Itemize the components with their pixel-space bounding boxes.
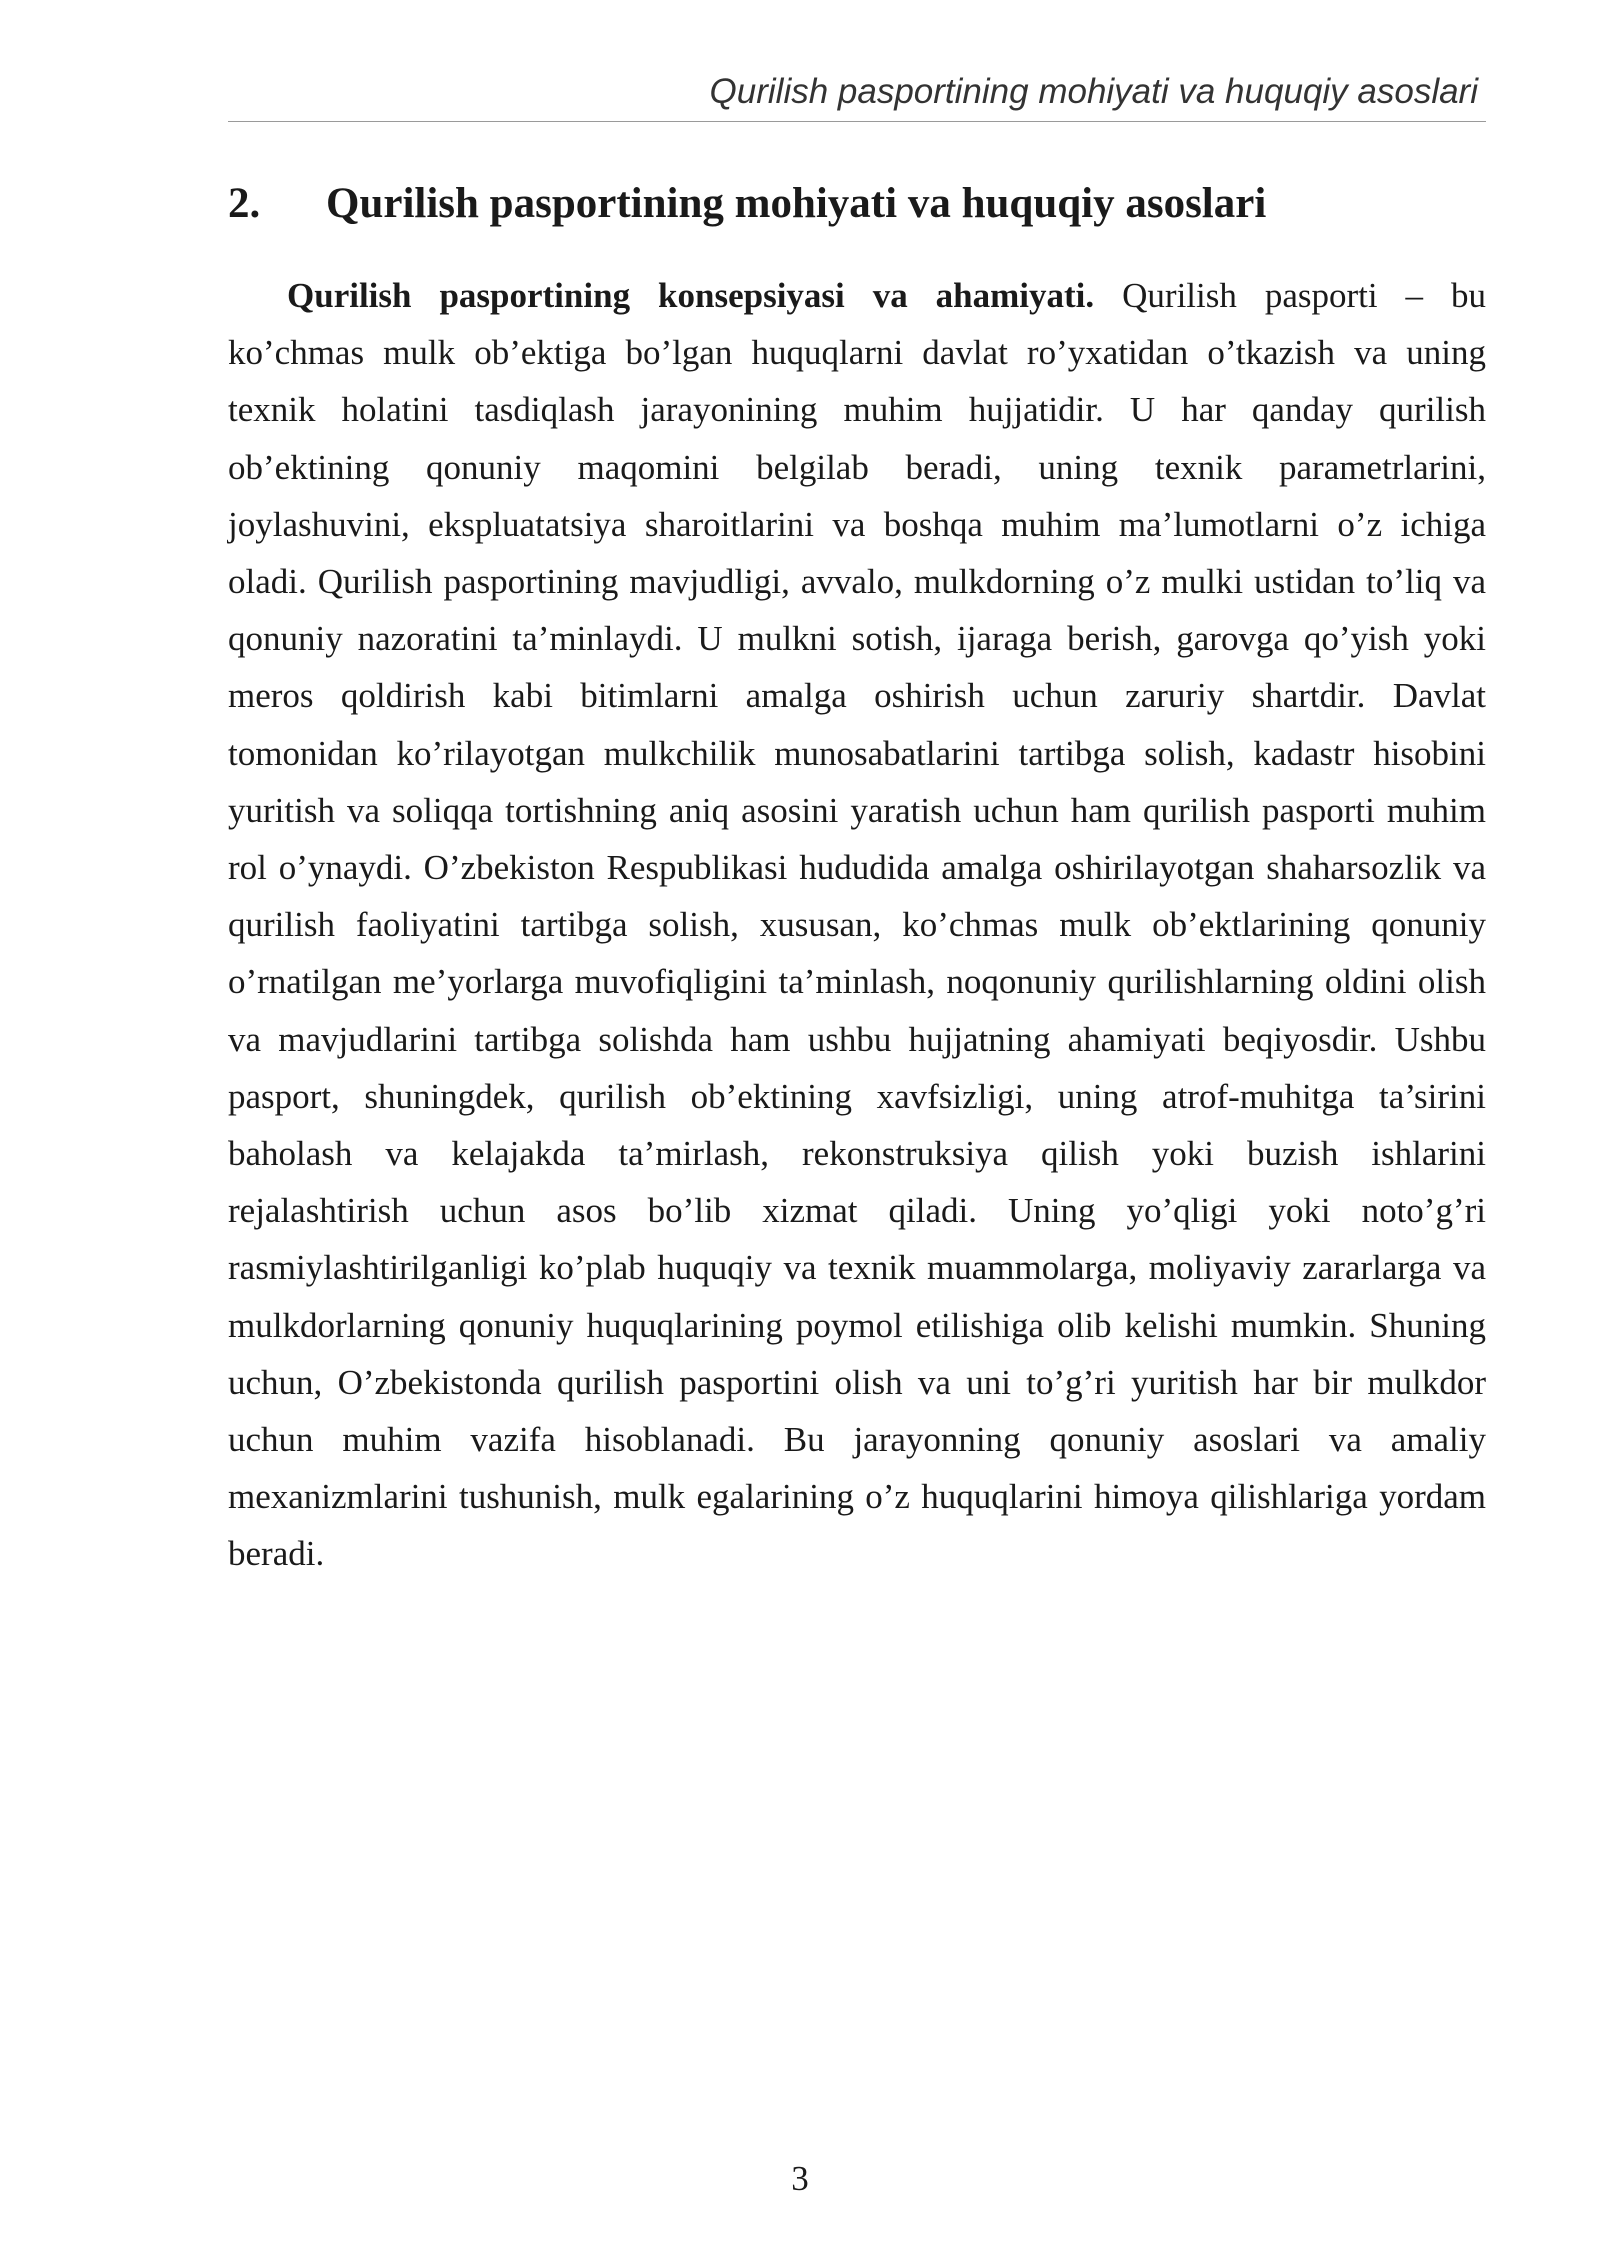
- body-paragraph: [228, 267, 1486, 1583]
- page-number: 3: [791, 2159, 809, 2198]
- paragraph-lead-in: Qurilish pasportining konsepsiyasi va ahamiyati.: [287, 276, 1095, 315]
- section-title: Qurilish pasportining mohiyati va huquqiy asoslari: [326, 180, 1267, 227]
- section-heading: [228, 176, 1486, 232]
- section-number: 2.: [228, 180, 261, 227]
- paragraph-text: Qurilish pasporti – bu ko’chmas mulk ob’ektiga bo’lgan huquqlarni davlat ro’yxatidan o’tkazish va uning texnik holatini tasdiqlash jarayonining muhim hujjatidir. U har qanday qurilish ob’ektining qonuniy maqomini belgilab beradi, uning texnik parametrlarini, joylashuvini, ekspluatatsiya sharoitlarini va boshqa muhim ma’lumotlarni o’z ichiga oladi. Qurilish pasportining mavjudligi, avvalo, mulkdorning o’z mulki ustidan to’liq va qonuniy nazoratini ta’minlaydi. U mulkni sotish, ijaraga berish, garovga qo’yish yoki meros qoldirish kabi bitimlarni amalga oshirish uchun zaruriy shartdir. Davlat tomonidan ko’rilayotgan mulkchilik munosabatlarini tartibga solish, kadastr hisobini yuritish va soliqqa tortishning aniq asosini yaratish uchun ham qurilish pasporti muhim rol o’ynaydi. O’zbekiston Respublikasi hududida amalga oshirilayotgan shaharsozlik va qurilish faoliyatini tartibga solish, xususan, ko’chmas mulk ob’ektlarining qonuniy o’rnatilgan me’yorlarga muvofiqligini ta’minlash, noqonuniy qurilishlarning oldini olish va mavjudlarini tartibga solishda ham ushbu hujjatning ahamiyati beqiyosdir. Ushbu pasport, shuningdek, qurilish ob’ektining xavfsizligi, uning atrof-muhitga ta’sirini baholash va kelajakda ta’mirlash, rekonstruksiya qilish yoki buzish ishlarini rejalashtirish uchun asos bo’lib xizmat qiladi. Uning yo’qligi yoki noto’g’ri rasmiylashtirilganligi ko’plab huquqiy va texnik muammolarga, moliyaviy zararlarga va mulkdorlarning qonuniy huquqlarining poymol etilishiga olib kelishi mumkin. Shuning uchun, O’zbekistonda qurilish pasportini olish va uni to’g’ri yuritish har bir mulkdor uchun muhim vazifa hisoblanadi. Bu jarayonning qonuniy asoslari va amaliy mexanizmlarini tushunish, mulk egalarining o’z huquqlarini himoya qilishlariga yordam beradi.: [228, 276, 1487, 1574]
- running-header-title: Qurilish pasportining mohiyati va huquqiy asoslari: [709, 72, 1478, 111]
- page-header: [228, 68, 1486, 122]
